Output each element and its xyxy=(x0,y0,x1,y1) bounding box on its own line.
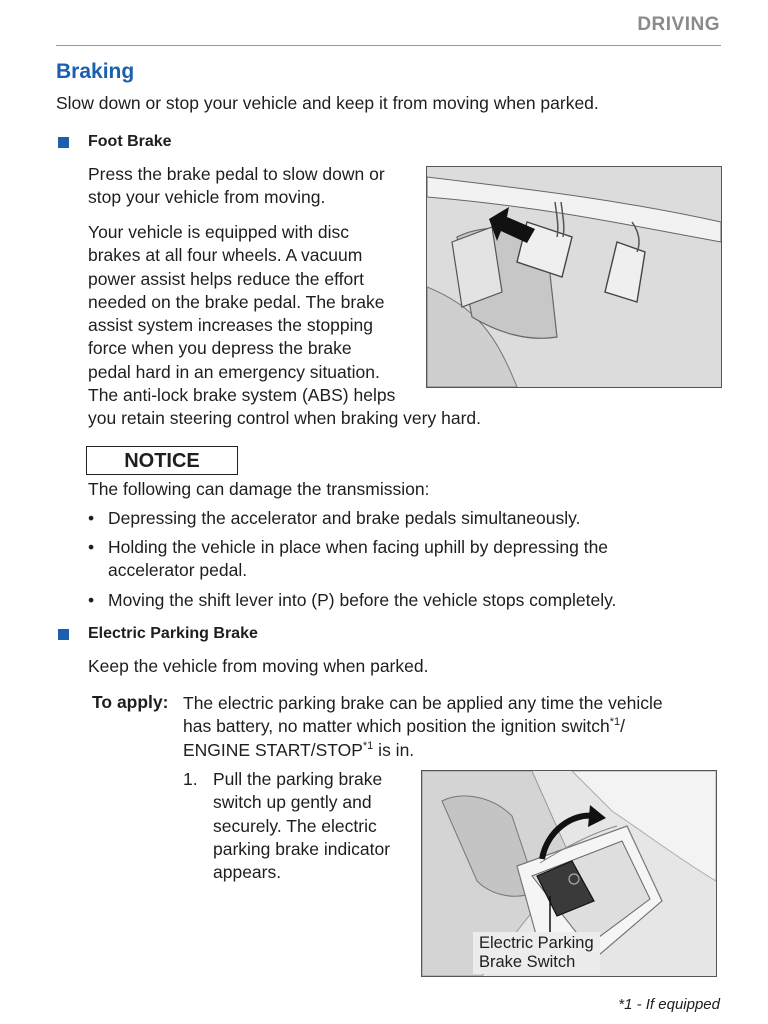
notice-item: • Holding the vehicle in place when facing uphill by depressing the accelerator pedal. xyxy=(88,537,609,581)
bullet-dot-icon: • xyxy=(88,508,95,528)
bullet-dot-icon: • xyxy=(88,590,95,610)
notice-lead: The following can damage the transmission: xyxy=(88,479,430,499)
page-intro: Slow down or stop your vehicle and keep it from moving when parked. xyxy=(56,93,599,113)
brake-pedal-drawing xyxy=(427,167,721,387)
header-rule xyxy=(56,45,721,46)
foot-brake-para-2: Your vehicle is equipped with disc brakes at all four wheels. A vacuum power assist helps reduce the effort needed on the brake pedal. The brake assist system increases the stopping force when you depress the brake pedal hard in an emergency situation. The anti-lock brake system (ABS) helps you retain steering control when braking very hard. xyxy=(88,222,481,429)
bullet-dot-icon: • xyxy=(88,537,95,557)
section-bullet-icon xyxy=(58,629,69,640)
foot-brake-para-1: Press the brake pedal to slow down or stop your vehicle from moving. xyxy=(88,164,385,208)
parking-brake-intro: Keep the vehicle from moving when parked. xyxy=(88,656,429,676)
switch-callout: Electric Parking Brake Switch xyxy=(473,932,600,974)
footnote: *1 - If equipped xyxy=(618,996,720,1013)
notice-item: • Depressing the accelerator and brake pedals simultaneously. xyxy=(108,507,580,530)
foot-brake-title: Foot Brake xyxy=(88,133,172,150)
step-number: 1. xyxy=(183,769,198,789)
apply-label: To apply: xyxy=(92,692,169,712)
parking-brake-title: Electric Parking Brake xyxy=(88,625,258,642)
notice-item: • Moving the shift lever into (P) before the vehicle stops completely. xyxy=(108,589,616,612)
step-text: Pull the parking brake switch up gently and securely. The electric parking brake indicator appears. xyxy=(213,769,391,883)
page-title: Braking xyxy=(56,60,135,83)
notice-label: NOTICE xyxy=(86,446,238,475)
section-header: DRIVING xyxy=(637,14,720,35)
apply-text: The electric parking brake can be applied any time the vehicle has battery, no matter which position the ignition switch$^{*1}$/ ENGINE START/STOP$^{*1}$ is in. xyxy=(183,693,663,760)
brake-pedal-illustration xyxy=(426,166,722,388)
section-bullet-icon xyxy=(58,137,69,148)
